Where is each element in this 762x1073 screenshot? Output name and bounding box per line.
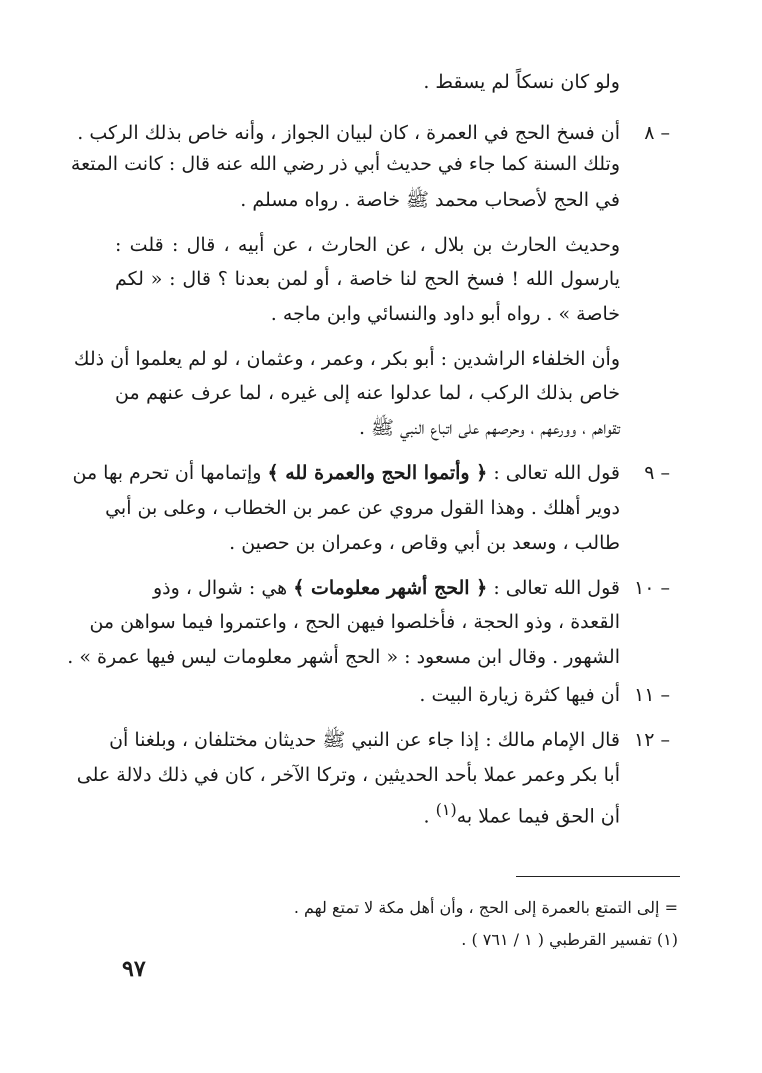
item-9-quran-quote: ﴿ وأتموا الحج والعمرة لله ﴾ — [267, 462, 488, 484]
item-12-text: أن الحق فيما عملا به — [456, 805, 620, 828]
item-8-line-2: وتلك السنة كما جاء في حديث أبي ذر رضي الله عنه قال : كانت المتعة — [70, 153, 620, 175]
item-10-quran-quote: ﴿ الحج أشهر معلومات ﴾ — [293, 577, 488, 599]
footnote-separator — [516, 876, 680, 877]
item-10-line-1 — [115, 573, 620, 603]
footnote-reference: (١) — [435, 800, 457, 819]
item-10-pre: قول الله تعالى : — [493, 577, 620, 599]
item-9-post: وإتمامها أن تحرم بها من — [72, 462, 262, 484]
item-8-line-3: في الحج لأصحاب محمد ﷺ خاصة . رواه مسلم . — [240, 189, 620, 211]
item-8-line-7: وأن الخلفاء الراشدين : أبو بكر ، وعمر ، وعثمان ، لو لم يعلموا أن ذلك — [73, 348, 620, 370]
item-number-12: ١٢ – — [634, 729, 670, 751]
page-number: ٩٧ — [122, 956, 146, 982]
footnote-1: (١) تفسير القرطبي ( ١ / ٧٦١ ) . — [461, 930, 678, 949]
item-9-pre: قول الله تعالى : — [493, 462, 620, 484]
item-9-line-2: دوير أهلك . وهذا القول مروي عن عمر بن الخطاب ، وعلى بن أبي — [105, 497, 620, 519]
item-8-line-1: أن فسخ الحج في العمرة ، كان لبيان الجواز ، وأنه خاص بذلك الركب . — [77, 122, 620, 144]
item-8-line-6: خاصة » . رواه أبو داود والنسائي وابن ماجه . — [270, 303, 620, 325]
item-number-9: ٩ – — [644, 462, 670, 484]
item-9-line-3: طالب ، وسعد بن أبي وقاص ، وعمران بن حصين . — [229, 532, 620, 554]
item-12-line-3 — [424, 795, 620, 831]
item-number-11: ١١ – — [634, 684, 670, 706]
item-10-post: هي : شوال ، وذو — [153, 577, 288, 599]
item-10-line-2: القعدة ، وذو الحجة ، فأخلصوا فيهن الحج ، واعتمروا فيما سواهن من — [89, 611, 620, 633]
item-12-line-1: قال الإمام مالك : إذا جاء عن النبي ﷺ حديثان مختلفان ، وبلغنا أن — [109, 729, 620, 751]
item-8-line-8: خاص بذلك الركب ، لما عدلوا عنه إلى غيره ، لما عرف عنهم من — [115, 382, 620, 404]
item-12-end-mark: . — [423, 805, 430, 828]
item-8-line-5: يارسول الله ! فسخ الحج لنا خاصة ، أو لمن بعدنا ؟ قال : « لكم — [115, 268, 620, 290]
item-9-line-1 — [72, 458, 620, 488]
footnote-continuation: = إلى التمتع بالعمرة إلى الحج ، وأن أهل مكة لا تمتع لهم . — [293, 898, 678, 917]
item-11-line-1: أن فيها كثرة زيارة البيت . — [419, 684, 620, 706]
item-10-line-3: الشهور . وقال ابن مسعود : « الحج أشهر معلومات ليس فيها عمرة » . — [67, 646, 620, 668]
intro-line: ولو كان نسكاً لم يسقط . — [423, 71, 620, 93]
item-number-10: ١٠ – — [634, 577, 670, 599]
item-number-8: ٨ – — [644, 122, 670, 144]
item-8-line-9: تقواهم ، وورعهم ، وحرصهم على اتباع النبي ﷺ . — [358, 417, 620, 439]
item-8-line-4: وحديث الحارث بن بلال ، عن الحارث ، عن أبيه ، قال : قلت : — [115, 234, 620, 256]
item-12-line-2: أبا بكر وعمر عملا بأحد الحديثين ، وتركا الآخر ، كان في ذلك دلالة على — [76, 764, 620, 786]
